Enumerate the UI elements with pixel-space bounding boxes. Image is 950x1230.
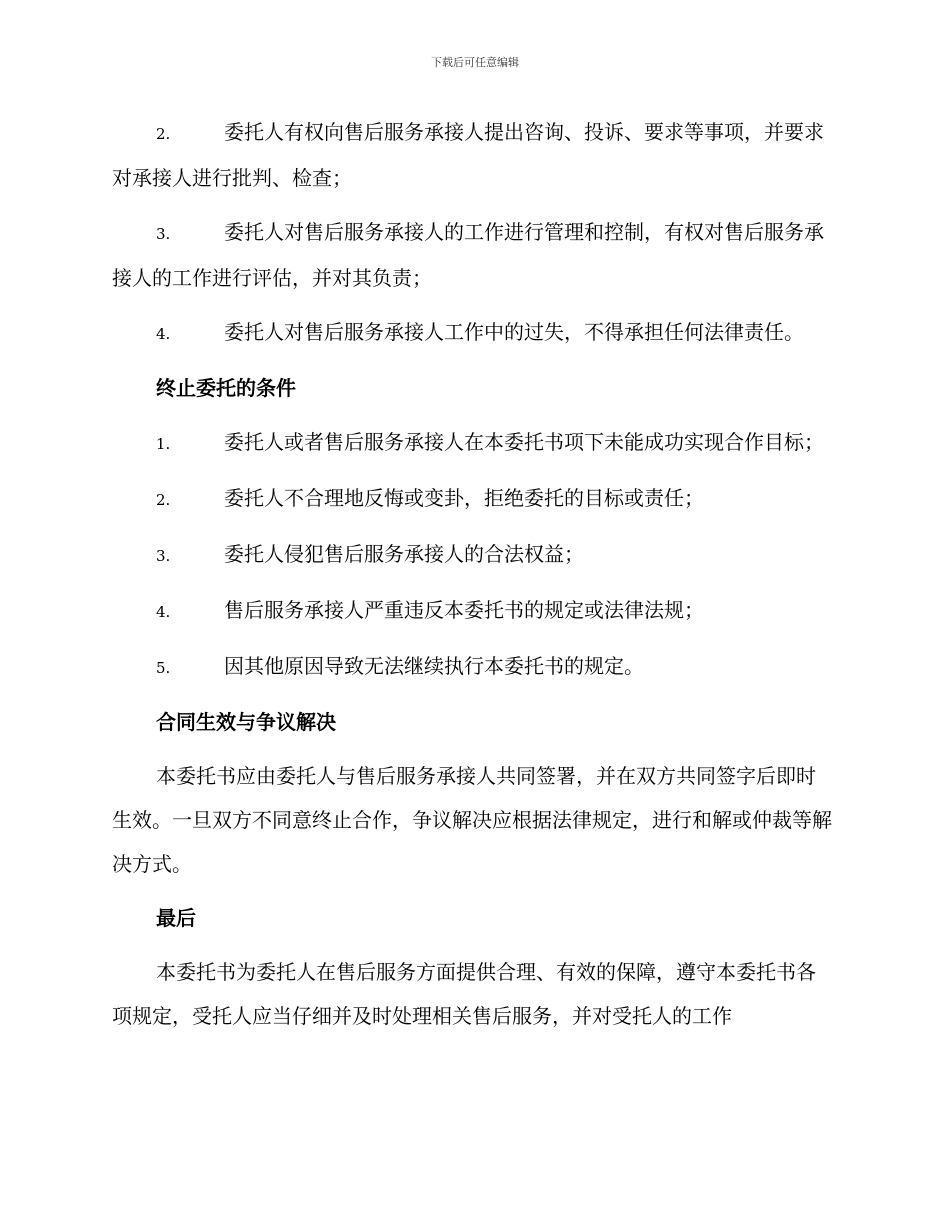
page-header: 下载后可任意编辑	[431, 56, 519, 69]
list-item-text: 委托人不合理地反悔或变卦，拒绝委托的目标或责任；	[224, 486, 704, 510]
list-item	[112, 476, 832, 522]
document-body	[112, 110, 832, 1048]
list-item	[112, 110, 832, 200]
list-item-number: 3.	[156, 547, 171, 565]
list-item	[112, 210, 832, 300]
list-item	[112, 310, 832, 356]
list-item-text: 售后服务承接人严重违反本委托书的规定或法律法规；	[224, 598, 704, 622]
list-item-text: 委托人或者售后服务承接人在本委托书项下未能成功实现合作目标；	[224, 430, 824, 454]
list-item	[112, 644, 832, 690]
section-heading-termination: 终止委托的条件	[156, 376, 296, 400]
list-item-number: 5.	[156, 659, 171, 677]
final-paragraph: 本委托书为委托人在售后服务方面提供合理、有效的保障，遵守本委托书各项规定，受托人应当仔细并及时处理相关售后服务，并对受托人的工作	[112, 960, 816, 1028]
list-item	[112, 588, 832, 634]
section-heading-final: 最后	[156, 906, 196, 930]
list-item	[112, 532, 832, 578]
section-heading-effect: 合同生效与争议解决	[156, 710, 336, 734]
list-item-number: 4.	[156, 603, 171, 621]
list-item-number: 2.	[156, 125, 171, 143]
list-item-number: 2.	[156, 491, 171, 509]
list-item-number: 4.	[156, 325, 171, 343]
list-item-text: 委托人有权向售后服务承接人提出咨询、投诉、要求等事项，并要求对承接人进行批判、检查；	[112, 120, 824, 190]
list-item	[112, 420, 832, 466]
list-item-text: 因其他原因导致无法继续执行本委托书的规定。	[224, 654, 644, 678]
list-item-text: 委托人对售后服务承接人工作中的过失，不得承担任何法律责任。	[224, 320, 804, 344]
list-item-text: 委托人侵犯售后服务承接人的合法权益；	[224, 542, 584, 566]
list-item-number: 1.	[156, 435, 171, 453]
effect-paragraph: 本委托书应由委托人与售后服务承接人共同签署，并在双方共同签字后即时生效。一旦双方不同意终止合作，争议解决应根据法律规定，进行和解或仲裁等解决方式。	[112, 764, 832, 876]
list-item-number: 3.	[156, 225, 171, 243]
list-item-text: 委托人对售后服务承接人的工作进行管理和控制，有权对售后服务承接人的工作进行评估，并对其负责；	[112, 220, 824, 290]
